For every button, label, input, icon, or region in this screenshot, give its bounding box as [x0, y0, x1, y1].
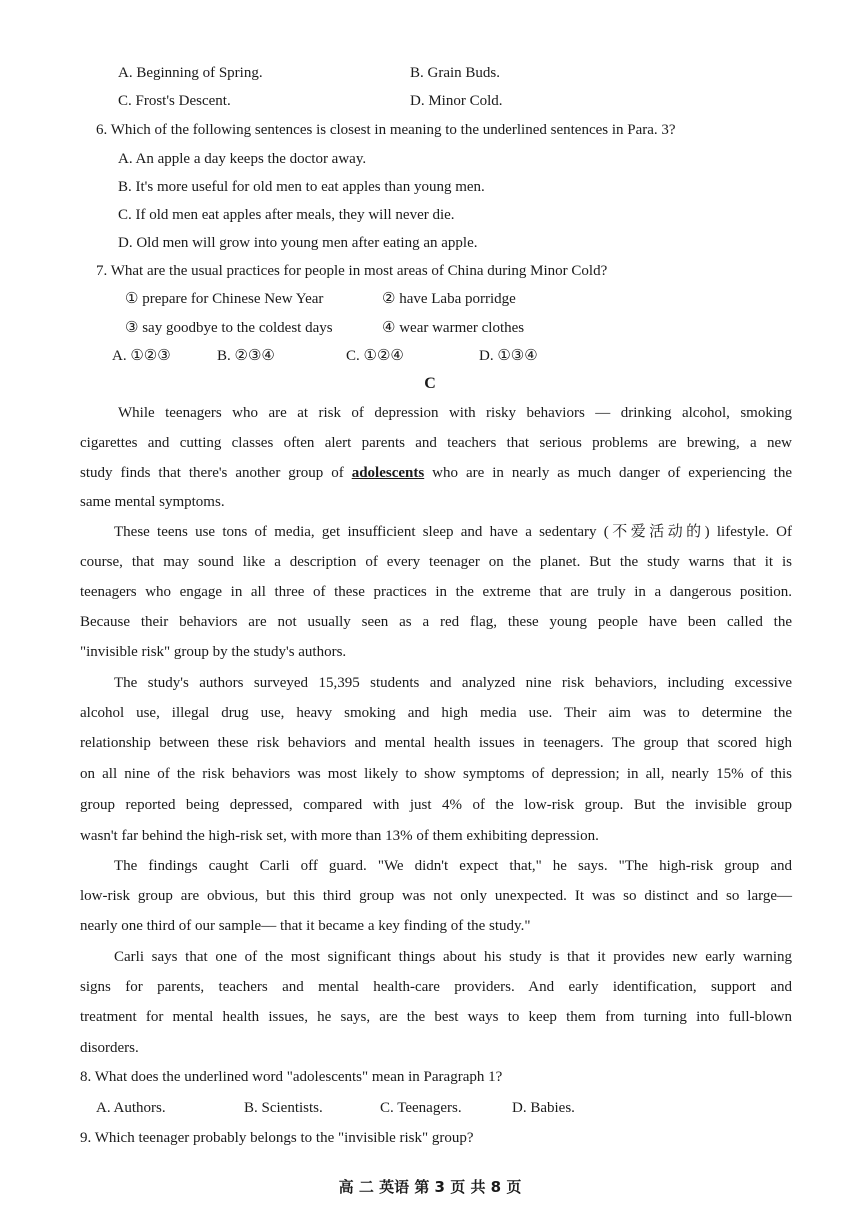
q5-option-a: A. Beginning of Spring. [118, 65, 263, 81]
q5-option-c: C. Frost's Descent. [118, 93, 231, 109]
q7-item-2: ② have Laba porridge [382, 291, 516, 307]
q7-option-a: A. ①②③ [112, 348, 171, 364]
passage-p5-line1: Carli says that one of the most significant things about his study is that it provides new early warning [114, 949, 792, 965]
q5-option-b: B. Grain Buds. [410, 65, 500, 81]
q7-item-1: ① prepare for Chinese New Year [125, 291, 324, 307]
passage-p2-line2: course, that may sound like a description of every teenager on the planet. But the study warns that it is [80, 554, 792, 570]
q7-option-c: C. ①②④ [346, 348, 404, 364]
passage-p1-line3 [80, 463, 792, 483]
passage-p3-line2: alcohol use, illegal drug use, heavy smoking and high media use. Their aim was to determine the [80, 705, 792, 721]
q7-item-3: ③ say goodbye to the coldest days [125, 320, 333, 336]
passage-p3-line1: The study's authors surveyed 15,395 students and analyzed nine risk behaviors, including excessive [114, 675, 792, 691]
passage-p2-line5: "invisible risk" group by the study's authors. [80, 644, 347, 660]
q8-option-c: C. Teenagers. [380, 1100, 462, 1116]
q6-option-b: B. It's more useful for old men to eat apples than young men. [118, 179, 485, 195]
passage-p2-line4: Because their behaviors are not usually seen as a red flag, these young people have been called the [80, 614, 792, 630]
section-title: C [424, 375, 436, 392]
passage-p5-line3: treatment for mental health issues, he says, are the best ways to keep them from turning into full-blown [80, 1009, 792, 1025]
q8-option-b: B. Scientists. [244, 1100, 323, 1116]
q6-option-d: D. Old men will grow into young men after eating an apple. [118, 235, 478, 251]
passage-p5-line2: signs for parents, teachers and mental health-care providers. And early identification, support and [80, 979, 792, 995]
passage-p2-line3: teenagers who engage in all three of these practices in the extreme that are truly in a dangerous position. [80, 584, 792, 600]
q6-option-c: C. If old men eat apples after meals, they will never die. [118, 207, 455, 223]
underlined-word-adolescents: adolescents [351, 465, 425, 481]
q8-stem: 8. What does the underlined word "adolescents" mean in Paragraph 1? [80, 1069, 503, 1085]
passage-p4-line3: nearly one third of our sample— that it became a key finding of the study." [80, 918, 531, 934]
passage-p1-line2: cigarettes and cutting classes often alert parents and teachers that serious problems are brewing, a new [80, 435, 792, 451]
passage-p3-line5: group reported being depressed, compared with just 4% of the low-risk group. But the invisible group [80, 797, 792, 813]
passage-p1-line3-after: who are in nearly as much danger of experiencing the [424, 465, 792, 481]
passage-p3-line4: on all nine of the risk behaviors was most likely to show symptoms of depression; in all, nearly 15% of this [80, 766, 792, 782]
q8-option-a: A. Authors. [96, 1100, 166, 1116]
passage-p2-line1: These teens use tons of media, get insufficient sleep and have a sedentary (不爱活动的) lifestyle. Of [114, 524, 792, 540]
q7-item-4: ④ wear warmer clothes [382, 320, 525, 336]
passage-p1-line1: While teenagers who are at risk of depression with risky behaviors — drinking alcohol, smoking [118, 405, 792, 421]
passage-p1-line3-before: study finds that there's another group of [80, 465, 352, 481]
passage-p3-line6: wasn't far behind the high-risk set, with more than 13% of them exhibiting depression. [80, 828, 599, 844]
q5-option-d: D. Minor Cold. [410, 93, 503, 109]
passage-p3-line3: relationship between these risk behaviors and mental health issues in teenagers. The group that scored high [80, 735, 792, 751]
passage-p4-line1: The findings caught Carli off guard. "We didn't expect that," he says. "The high-risk group and [114, 858, 792, 874]
passage-p5-line4: disorders. [80, 1040, 139, 1056]
q7-option-b: B. ②③④ [217, 348, 275, 364]
page-footer: 高 二 英语 第 3 页 共 8 页 [338, 1178, 522, 1196]
passage-p1-line4: same mental symptoms. [80, 494, 225, 510]
passage-p4-line2: low-risk group are obvious, but this third group was not only unexpected. It was so distinct and so large— [80, 888, 792, 904]
q6-option-a: A. An apple a day keeps the doctor away. [118, 151, 367, 167]
q8-option-d: D. Babies. [512, 1100, 575, 1116]
q9-stem: 9. Which teenager probably belongs to the "invisible risk" group? [80, 1130, 474, 1146]
q6-stem: 6. Which of the following sentences is closest in meaning to the underlined sentences in Para. 3? [96, 122, 676, 138]
q7-stem: 7. What are the usual practices for people in most areas of China during Minor Cold? [96, 263, 608, 279]
q7-option-d: D. ①③④ [479, 348, 538, 364]
